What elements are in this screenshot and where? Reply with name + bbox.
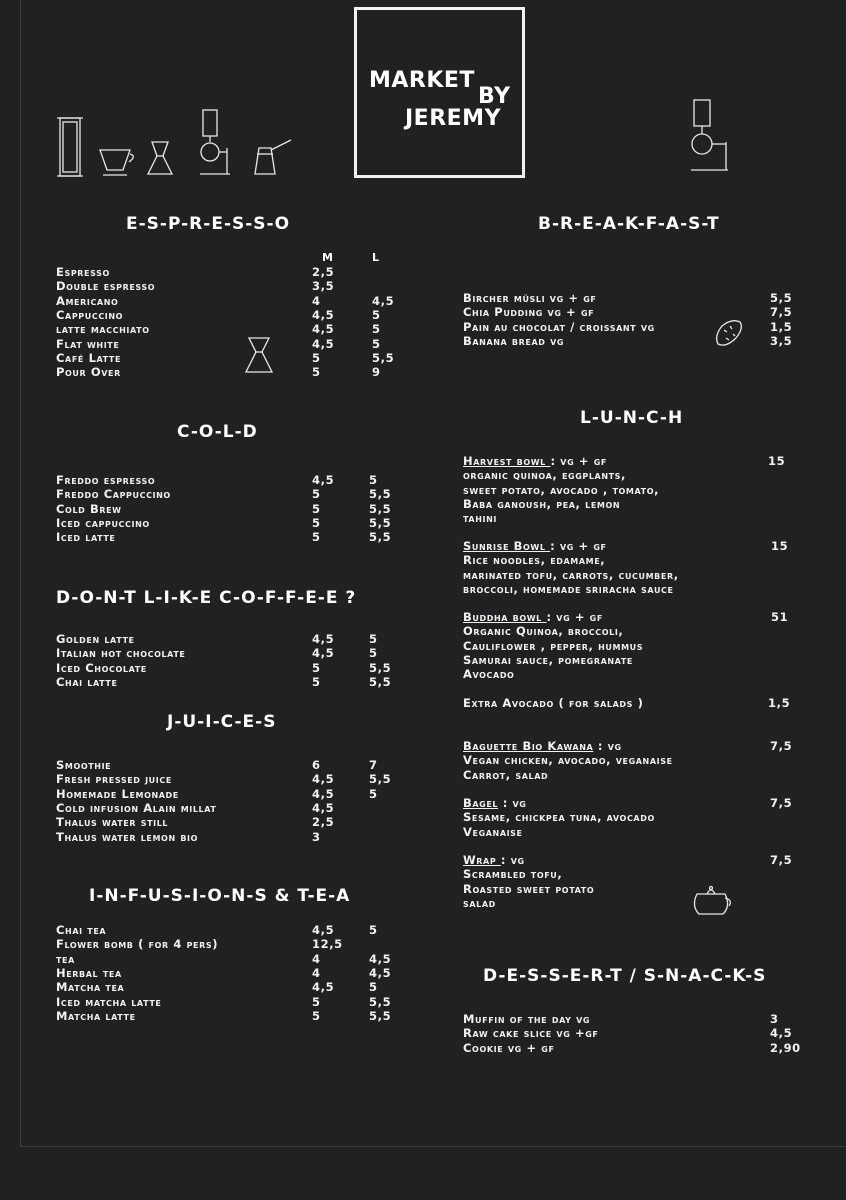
item-price-m: 4,5 [312,772,335,787]
lunch-item-description: Organic Quinoa, broccoli, [463,624,624,639]
item-name: Cold infusion Alain millat [56,800,217,815]
lunch-item-description: Sesame, chickpea tuna, avocado [463,810,655,825]
item-name: Iced latte [56,530,116,545]
item-price-l: 5 [372,322,381,337]
item-name: Iced cappuccino [56,515,150,530]
lunch-item-price: 15 [768,454,786,468]
menu-item [56,646,416,660]
item-price-m: 4,5 [312,307,335,322]
item-price-l: 5 [369,786,378,801]
item-price-m: 4,5 [312,800,335,815]
lunch-item-price: 15 [771,539,789,553]
lunch-item [463,796,803,839]
menu-item [56,337,416,351]
section-title-cold: C-O-L-D [177,422,258,442]
item-price-m: 4 [312,293,321,308]
item-price-m: 4,5 [312,473,335,487]
lunch-item-description: Veganaise [463,824,523,839]
menu-item [56,502,416,516]
lunch-item-price: 1,5 [768,696,791,710]
menu-item [56,801,416,815]
item-name: Pain au chocolat / croissant vg [463,319,655,334]
lunch-item-name: Bagel [463,796,499,810]
menu-item [56,265,416,279]
lunch-item-title [463,853,803,867]
coffee-equipment-icons [55,108,300,180]
lunch-item-description: salad [463,895,496,910]
item-price-m: 12,5 [312,937,343,952]
item-name: Flat white [56,336,120,351]
item-name: Freddo Cappuccino [56,487,171,502]
item-price-m: 5 [312,530,321,545]
menu-item [56,632,416,646]
item-price-l: 9 [372,365,381,380]
menu-item [56,923,416,937]
item-name: Iced matcha latte [56,994,162,1009]
lunch-item-name: Baguette Bio Kawana [463,739,594,753]
item-price-l: 5,5 [369,772,392,787]
lunch-item [463,696,803,710]
menu-item [56,661,416,675]
item-price-m: 4,5 [312,336,335,351]
lunch-item [463,853,803,910]
item-price-m: 6 [312,758,321,772]
lunch-item-price: 7,5 [770,796,793,810]
item-name: Cappuccino [56,307,124,322]
lunch-item-description: Scrambled tofu, [463,867,563,882]
lunch-item-title [463,696,803,710]
lunch-item-description: tahini [463,511,497,526]
lunch-item [463,739,803,782]
section-title-dont-like-coffee: D-O-N-T L-I-K-E C-O-F-F-E-E ? [56,588,357,608]
lunch-item-title [463,739,803,753]
menu-item [56,830,416,844]
lunch-item-description: sweet potato, avocado , tomato, [463,482,660,497]
item-price-l: 5,5 [369,487,392,502]
item-price-l: 5 [372,336,381,351]
item-price-m: 5 [312,350,321,365]
item-price-m: 4,5 [312,786,335,801]
section-title-desserts-snacks: D-E-S-S-E-R-T / S-N-A-C-K-S [483,966,767,986]
menu-item [463,1041,803,1055]
pour-over-dripper-icon [100,150,133,175]
lunch-item [463,610,803,681]
section-title-juices: J-U-I-C-E-S [167,712,277,732]
item-price-l: 5 [369,923,378,937]
column-header-l: L [372,251,380,264]
lunch-item-description: Cauliflower , pepper, hummus [463,638,644,653]
item-price: 5,5 [770,291,793,305]
item-name: Americano [56,293,119,308]
item-name: Raw cake slice vg +gf [463,1026,599,1041]
item-price-l: 4,5 [369,965,392,980]
menu-item [56,322,416,336]
item-price-l: 5 [369,473,378,487]
item-price: 1,5 [770,319,793,334]
item-price: 3 [770,1012,779,1026]
item-name: Flower bomb ( for 4 pers) [56,937,219,952]
lunch-item [463,539,803,596]
lunch-item-description: Avocado [463,667,515,682]
section-title-lunch: L-U-N-C-H [580,408,684,428]
chemex-icon [148,142,172,174]
logo-line-jeremy: JEREMY [405,106,502,131]
menu-item [463,1026,803,1040]
lunch-item-name: Wrap [463,853,501,867]
menu-item [463,320,803,334]
item-price-m: 4,5 [312,923,335,937]
lunch-item-tags: : vg + gf [546,610,603,624]
item-price: 2,90 [770,1040,801,1055]
lunch-item-description: organic quinoa, eggplants, [463,468,627,483]
menu-item [56,1009,416,1023]
menu-item [56,787,416,801]
menu-item [56,487,416,501]
item-price-l: 5,5 [369,501,392,516]
menu-item [56,937,416,951]
item-price-m: 5 [312,660,321,675]
lunch-item-description: Baba ganoush, pea, lemon [463,496,621,511]
lunch-item-description: Vegan chicken, avocado, veganaise [463,753,673,768]
item-price-m: 3 [312,829,321,844]
item-name: tea [56,951,75,966]
column-header-m: M [322,251,333,264]
menu-item [56,351,416,365]
item-price-m: 4 [312,951,321,966]
item-price-m: 5 [312,674,321,689]
item-name: Chai tea [56,923,107,937]
menu-item [56,473,416,487]
item-price-m: 4 [312,965,321,980]
item-price-m: 4,5 [312,632,335,646]
item-name: Chai latte [56,674,118,689]
item-price-l: 5,5 [369,674,392,689]
teapot-icon [689,884,733,918]
item-price: 7,5 [770,305,793,320]
item-name: Double espresso [56,279,156,294]
item-name: Chia Pudding vg + gf [463,305,595,320]
item-price-m: 3,5 [312,279,335,294]
item-price: 4,5 [770,1026,793,1041]
item-price-m: 2,5 [312,265,335,279]
siphon-icon [688,98,732,174]
item-price-m: 5 [312,994,321,1009]
item-price-l: 5,5 [369,530,392,545]
menu-item [56,294,416,308]
item-name: Italian hot chocolate [56,646,186,661]
section-title-infusions-tea: I-N-F-U-S-I-O-N-S & T-E-A [89,886,351,906]
menu-item [463,291,803,305]
menu-item [56,279,416,293]
item-name: Smoothie [56,758,112,772]
item-name: Homemade Lemonade [56,786,179,801]
lunch-item-description: broccoli, homemade sriracha sauce [463,581,674,596]
lunch-item-tags: : vg [498,796,527,810]
menu-item [56,995,416,1009]
item-price-l: 5,5 [369,994,392,1009]
lunch-item-title [463,539,803,553]
item-name: Espresso [56,265,110,279]
item-price-l: 5,5 [369,1008,392,1023]
item-price-m: 5 [312,1008,321,1023]
menu-item [56,952,416,966]
item-name: Iced Chocolate [56,660,147,675]
item-price-m: 5 [312,501,321,516]
lunch-item-description: marinated tofu, carrots, cucumber, [463,567,679,582]
lunch-item-description: Roasted sweet potato [463,881,595,896]
item-price-l: 5 [369,646,378,661]
menu-item [463,305,803,319]
logo [354,7,525,178]
item-price-m: 5 [312,487,321,502]
item-name: Matcha tea [56,980,125,995]
menu-item [56,516,416,530]
menu-item [463,1012,803,1026]
cezve-icon [255,140,291,174]
item-price-m: 2,5 [312,815,335,830]
item-price-m: 4,5 [312,646,335,661]
croissant-icon [712,316,746,350]
item-name: Cookie vg + gf [463,1040,555,1055]
lunch-item-price: 7,5 [770,853,793,867]
chemex-icon [244,336,274,374]
lunch-item-title [463,610,803,624]
logo-line-by: BY [478,84,511,109]
item-name: Pour Over [56,365,121,380]
menu-item [56,966,416,980]
lunch-item-name: Sunrise Bowl [463,539,551,553]
menu-item [56,758,416,772]
menu-item [56,365,416,379]
item-price-l: 7 [369,758,378,772]
menu-item [56,772,416,786]
item-price-l: 5,5 [369,515,392,530]
item-name: Café Latte [56,350,122,365]
lunch-item-name: Harvest bowl [463,454,551,468]
lunch-item-description: Samurai sauce, pomegranate [463,652,633,667]
item-price-l: 5,5 [372,350,395,365]
lunch-item-description: Rice noodles, edamame, [463,553,606,568]
item-name: Herbal tea [56,965,122,980]
siphon-icon [200,110,230,174]
lunch-item-description: Carrot, salad [463,767,549,782]
menu-item [56,675,416,689]
item-price-l: 4,5 [372,293,395,308]
item-name: Thalus water lemon bio [56,829,199,844]
item-price-l: 5 [369,632,378,646]
item-price-l: 5 [369,980,378,995]
lunch-item-tags: : vg [593,739,622,753]
item-price-l: 4,5 [369,951,392,966]
item-name: Cold Brew [56,501,122,516]
menu-item [463,334,803,348]
item-name: Fresh pressed juice [56,772,172,787]
item-price-l: 5,5 [369,660,392,675]
menu-item [56,980,416,994]
menu-item [56,308,416,322]
item-name: latte macchiato [56,322,150,337]
item-price-m: 5 [312,365,321,380]
lunch-item-title [463,796,803,810]
item-name: Golden latte [56,632,135,646]
aeropress-icon [57,118,83,176]
item-name: Matcha latte [56,1008,136,1023]
lunch-item-name: Buddha bowl [463,610,547,624]
item-name: Thalus water still [56,815,169,830]
lunch-item-title [463,454,803,468]
lunch-item-price: 7,5 [770,739,793,753]
item-price: 3,5 [770,333,793,348]
section-title-breakfast: B-R-E-A-K-F-A-S-T [538,214,720,234]
lunch-item-tags: : vg + gf [550,454,607,468]
item-price-m: 4,5 [312,980,335,995]
lunch-item-tags: Extra Avocado ( for salads ) [463,696,644,710]
item-name: Bircher müsli vg + gf [463,291,597,305]
section-title-espresso: E-S-P-R-E-S-S-O [126,214,291,234]
item-name: Freddo espresso [56,473,156,487]
menu-item [56,815,416,829]
item-price-m: 4,5 [312,322,335,337]
logo-line-market: MARKET [369,68,475,93]
item-name: Banana bread vg [463,333,565,348]
lunch-item [463,454,803,525]
lunch-item-tags: : vg + gf [550,539,607,553]
item-name: Muffin of the day vg [463,1012,591,1026]
item-price-m: 5 [312,515,321,530]
lunch-item-tags: : vg [500,853,525,867]
item-price-l: 5 [372,307,381,322]
menu-item [56,530,416,544]
lunch-item-price: 51 [771,610,789,624]
